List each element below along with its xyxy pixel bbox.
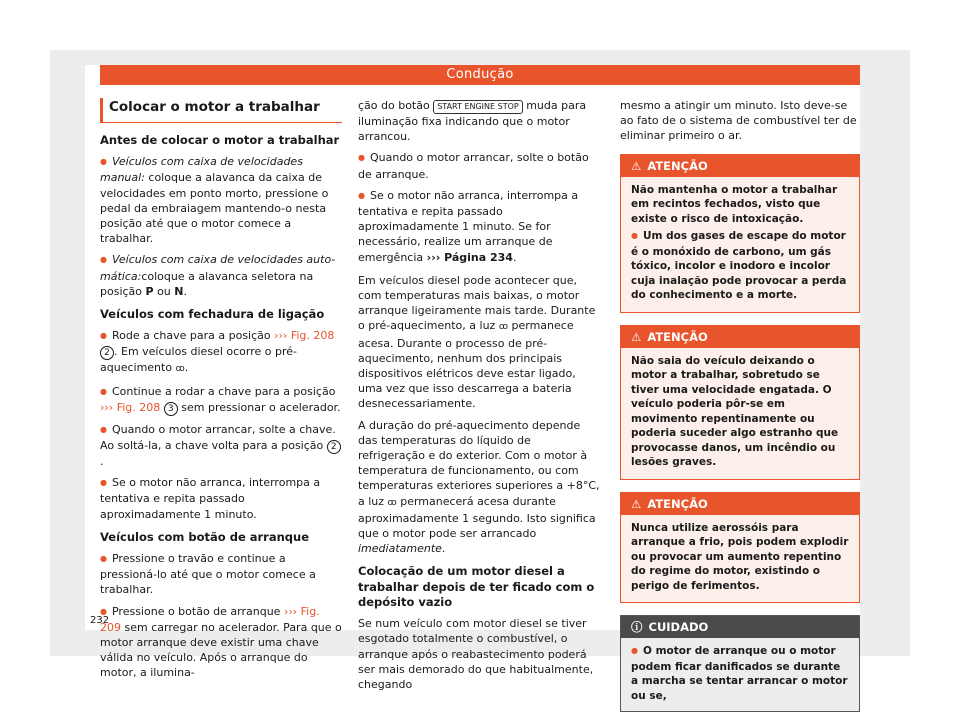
caution-box [620, 615, 860, 712]
paragraph: Se num veículo com motor diesel se tiver esgotado totalmente o combustível, o arranque após o reabastecimento poderá ser mais demorado do que habitualmente, chegando [358, 617, 594, 691]
page-number: 232 [90, 615, 110, 626]
figure-link[interactable]: ››› Fig. 208 [274, 329, 335, 343]
info-circle-icon: ⓘ [631, 620, 643, 635]
warning-header: ⚠ ATENÇÃO [621, 493, 859, 515]
warning-text: Não mantenha o motor a trabalhar em recintos fechados, visto que existe o risco de intoxicação. [631, 183, 838, 225]
chapter-header: Condução [100, 65, 860, 85]
warning-text: Não saia do veículo deixando o motor a trabalhar, sobretudo se tiver uma velocidade engatada. O veículo poderia pôr-se em movimento repentinamente ou poderia suceder algo estranho que provocasse danos, um incêndio ou lesões graves. [631, 354, 839, 469]
column-2 [358, 98, 601, 698]
warning-bullet: ● Um dos gases de escape do motor é o monóxido de carbono, um gás tóxico, incolor e inodoro e incolor cuja inalação pode provocar a perda do conhecimento e a morte. [631, 229, 849, 303]
bullet-item: ● Pressione o travão e continue a pressioná-lo até que o motor comece a trabalhar. [100, 551, 342, 598]
bullet-item: ● Se o motor não arranca, interrompa a tentativa e repita passado aproximadamente 1 minuto. Se for necessário, realize um arranque de emergência ››› Página 234. [358, 188, 601, 265]
warning-triangle-icon: ⚠ [631, 329, 642, 344]
warning-header: ⚠ ATENÇÃO [621, 155, 859, 177]
paragraph: ção do botão START ENGINE STOP muda para iluminação fixa indicando que o motor arrancou. [358, 99, 587, 144]
warning-triangle-icon: ⚠ [631, 496, 642, 511]
glow-plug-icon: ꝏ [498, 322, 508, 333]
caution-bullet: ● O motor de arranque ou o motor podem ficar danificados se durante a marcha se tentar arrancar o motor ou se, [631, 644, 849, 703]
glow-plug-icon: ꝏ [387, 497, 397, 508]
column-3 [620, 98, 860, 712]
page-link[interactable]: ››› Página 234 [426, 250, 513, 264]
warning-text: Nunca utilize aerossóis para arranque a frio, pois podem explodir ou provocar um aumento repentino do regime do motor, existindo o perigo de ferimentos. [631, 521, 849, 592]
bullet-item: ● Continue a rodar a chave para a posição ››› Fig. 208 3 sem pressionar o acelerador. [100, 384, 342, 416]
callout-number: 3 [164, 402, 178, 416]
figure-link[interactable]: ››› Fig. 209 [100, 604, 320, 634]
paragraph: mesmo a atingir um minuto. Isto deve-se ao fato de o sistema de combustível ter de eliminar primeiro o ar. [620, 99, 857, 143]
figure-link[interactable]: ››› Fig. 208 [100, 400, 161, 414]
bullet-item: ● Quando o motor arrancar, solte o botão de arranque. [358, 150, 601, 181]
subheading: Veículos com fechadura de ligação [100, 307, 325, 322]
caution-header: ⓘ CUIDADO [621, 616, 859, 638]
warning-header: ⚠ ATENÇÃO [621, 326, 859, 348]
bullet-item: ● Quando o motor arrancar, solte a chave. Ao soltá-la, a chave volta para a posição 2. [100, 422, 342, 469]
subheading: Antes de colocar o motor a trabalhar [100, 133, 340, 147]
callout-number: 2 [100, 346, 114, 360]
bullet-item: ● Veículos com caixa de velocidades manual: coloque a alavanca da caixa de velocidades em ponto morto, pressione o pedal da embraiagem mantendo-o nesta posição até que o motor comece a trabalhar. [100, 154, 342, 246]
bullet-item: ● Veículos com caixa de velocidades automática:coloque a alavanca seletora na posição P ou N. [100, 252, 342, 299]
warning-triangle-icon: ⚠ [631, 158, 642, 173]
section-title: Colocar o motor a trabalhar [100, 98, 342, 123]
column-1 [100, 98, 342, 687]
warning-box [620, 492, 860, 604]
paragraph: A duração do pré-aquecimento depende das temperaturas do líquido de refrigeração e do exterior. Com o motor à temperatura de funcionamento, ou com temperaturas exteriores superiores a +8°C, a luz ꝏ permanecerá acesa durante aproximadamente 1 segundo. Isto significa que o motor pode ser arrancado imediatamente. [358, 418, 600, 556]
warning-box [620, 154, 860, 313]
paragraph: Em veículos diesel pode acontecer que, com temperaturas mais baixas, o motor arranque ligeiramente mais tarde. Durante o pré-aquecimento, a luz ꝏ permanece acesa. Durante o processo de pré-aquecimento, nenhum dos principais dispositivos elétricos deve estar ligado, uma vez que isso descarrega a bateria desnecessariamente. [358, 273, 596, 411]
bullet-item: ● Rode a chave para a posição ››› Fig. 208 2 . Em veículos diesel ocorre o pré-aquecimento ꝏ. [100, 328, 342, 377]
bullet-item: ● Pressione o botão de arranque ››› Fig. 209 sem carregar no acelerador. Para que o motor arranque deve existir uma chave válida no veículo. Após o arranque do motor, a ilumina- [100, 604, 342, 681]
start-engine-stop-button-label: START ENGINE STOP [433, 100, 523, 114]
subheading: Colocação de um motor diesel a trabalhar depois de ter ficado com o depósito vazio [358, 564, 595, 609]
callout-number: 2 [327, 440, 341, 454]
glow-plug-icon: ꝏ [175, 364, 185, 375]
warning-box [620, 325, 860, 480]
bullet-item: ● Se o motor não arranca, interrompa a tentativa e repita passado aproximadamente 1 minuto. [100, 475, 342, 522]
subheading: Veículos com botão de arranque [100, 529, 310, 544]
